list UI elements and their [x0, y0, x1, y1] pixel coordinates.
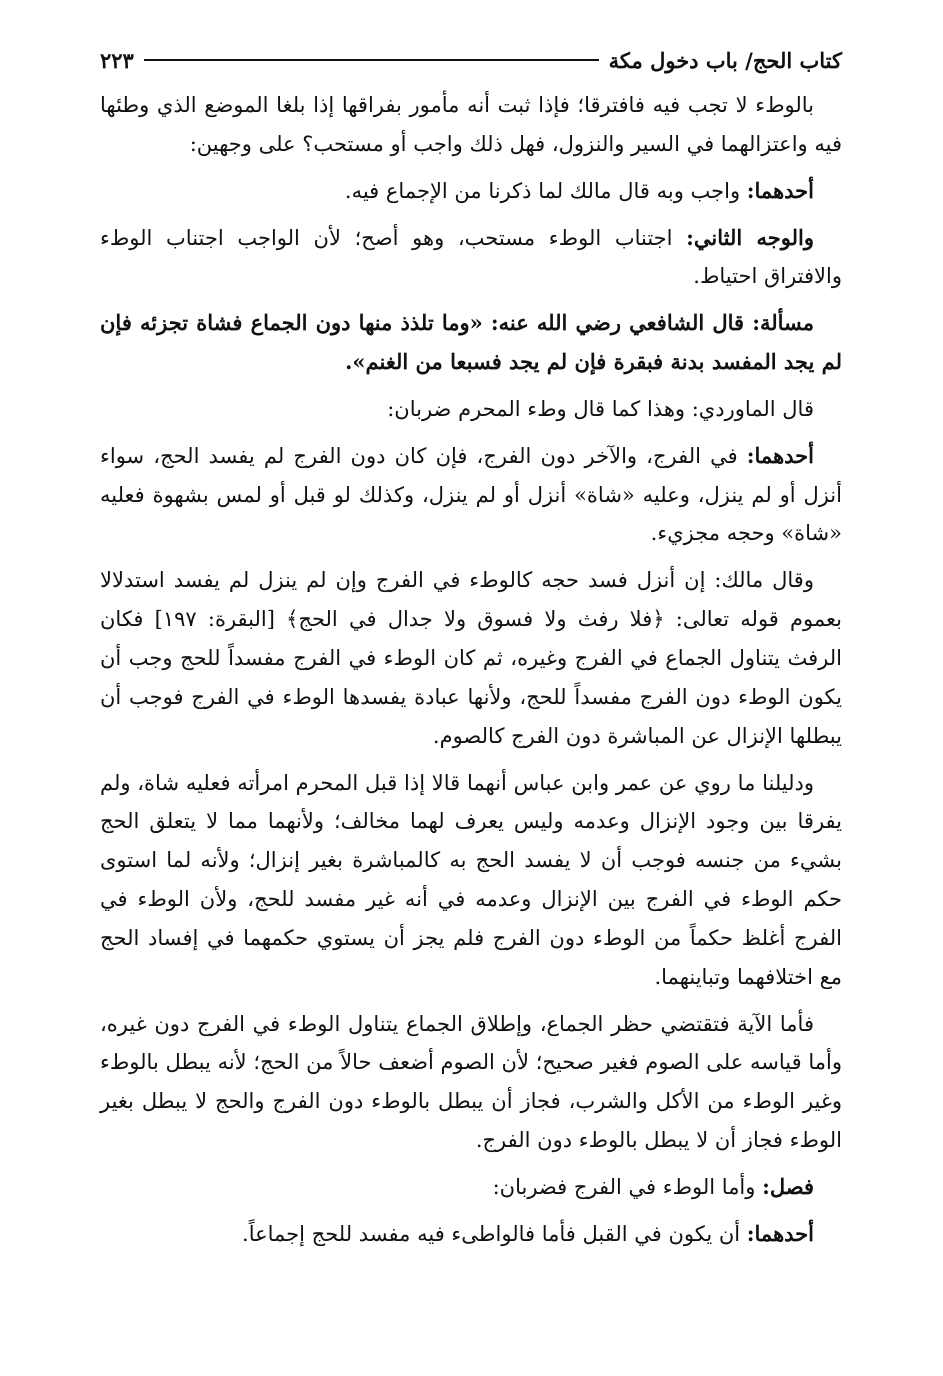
- paragraph-text: بالوطء لا تجب فيه فافترقا؛ فإذا ثبت أنه مأمور بفراقها إذا بلغا الموضع الذي وطئها فيه واعتزالهما في السير والنزول، فهل ذلك واجب أو مستحب؟ على وجهين:: [100, 93, 842, 156]
- paragraph-text: وقال مالك: إن أنزل فسد حجه كالوطء في الفرج وإن لم ينزل لم يفسد استدلالا بعموم قوله تعالى: ﴿فلا رفث ولا فسوق ولا جدال في الحج﴾ [البقرة: ١٩٧] فكان الرفث يتناول الجماع في الفرج وغيره، ثم كان الوطء في الفرج مفسداً للحج وجب أن يكون الوطء دون الفرج مفسداً للحج، ولأنها عبادة يفسدها الوطء في الفرج فوجب أن يبطلها الإنزال عن المباشرة دون الفرج كالصوم.: [100, 568, 842, 748]
- paragraph-text: اجتناب الوطء مستحب، وهو أصح؛ لأن الواجب اجتناب الوطء والافتراق احتياط.: [100, 225, 842, 289]
- paragraph-label: والوجه الثاني:: [686, 224, 814, 250]
- paragraph-text: فأما الآية فتقتضي حظر الجماع، وإطلاق الجماع يتناول الوطء في الفرج دون غيره، وأما قياسه على الصوم فغير صحيح؛ لأن الصوم أضعف حالاً من الحج؛ لأنه يبطل بالوطء وغير الوطء من الأكل والشرب، فجاز أن يبطل بالوطء دون الفرج والحج لا يبطل بغير الوطء فجاز أن لا يبطل بالوطء دون الفرج.: [100, 1011, 842, 1153]
- document-page: [100, 40, 842, 1262]
- paragraph: [100, 172, 842, 211]
- paragraph: [100, 390, 842, 429]
- paragraph: [100, 561, 842, 755]
- paragraph: [100, 86, 842, 164]
- body-text: [100, 86, 842, 1254]
- header-title: كتاب الحج/ باب دخول مكة: [608, 47, 842, 73]
- paragraph-label: مسألة: قال الشافعي رضي الله عنه:: [490, 310, 814, 336]
- paragraph-text: أن يكون في القبل فأما فالواطىء فيه مفسد للحج إجماعاً.: [242, 1221, 747, 1246]
- paragraph: [100, 1005, 842, 1160]
- page-number: ٢٢٣: [100, 47, 134, 73]
- paragraph: [100, 219, 842, 297]
- paragraph-label: أحدهما:: [746, 442, 814, 468]
- paragraph-text: واجب وبه قال مالك لما ذكرنا من الإجماع فيه.: [344, 178, 747, 203]
- running-header: [100, 40, 842, 80]
- header-rule: [144, 59, 599, 61]
- paragraph: [100, 1168, 842, 1207]
- paragraph-label: فصل:: [762, 1173, 814, 1199]
- paragraph-text: ودليلنا ما روي عن عمر وابن عباس أنهما قالا إذا قبل المحرم امرأته فعليه شاة، ولم يفرقا بين وجود الإنزال وعدمه وليس يعرف لهما مخالف؛ ولأنهما مما لا يتعلق الحج بشيء من جنسه فوجب أن لا يفسد الحج به كالمباشرة بغير إنزال؛ ولأنه لما استوى حكم الوطء في الفرج بين الإنزال وعدمه في أنه غير مفسد للحج، ولأن الوطء في الفرج أغلظ حكماً من الوطء دون الفرج فلم يجز أن يستوي حكمهما في إفساد الحج مع اختلافهما وتباينهما.: [100, 770, 842, 989]
- paragraph: [100, 1215, 842, 1254]
- paragraph-text: «وما تلذذ منها دون الجماع فشاة تجزئه فإن لم يجد المفسد بدنة فبقرة فإن لم يجد فسبعا من الغنم».: [100, 310, 842, 375]
- paragraph: [100, 304, 842, 382]
- paragraph-text: في الفرج، والآخر دون الفرج، فإن كان دون الفرج لم يفسد الحج، سواء أنزل أو لم ينزل، وعليه «شاة» أنزل أو لم ينزل، وكذلك لو قبل أو لمس بشهوة فعليه «شاة» وحجه مجزيء.: [100, 443, 842, 546]
- paragraph-text: قال الماوردي: وهذا كما قال وطء المحرم ضربان:: [387, 396, 814, 421]
- paragraph-text: وأما الوطء في الفرج فضربان:: [492, 1174, 763, 1199]
- paragraph: [100, 437, 842, 554]
- paragraph: [100, 764, 842, 997]
- paragraph-label: أحدهما:: [746, 177, 814, 203]
- paragraph-label: أحدهما:: [746, 1220, 814, 1246]
